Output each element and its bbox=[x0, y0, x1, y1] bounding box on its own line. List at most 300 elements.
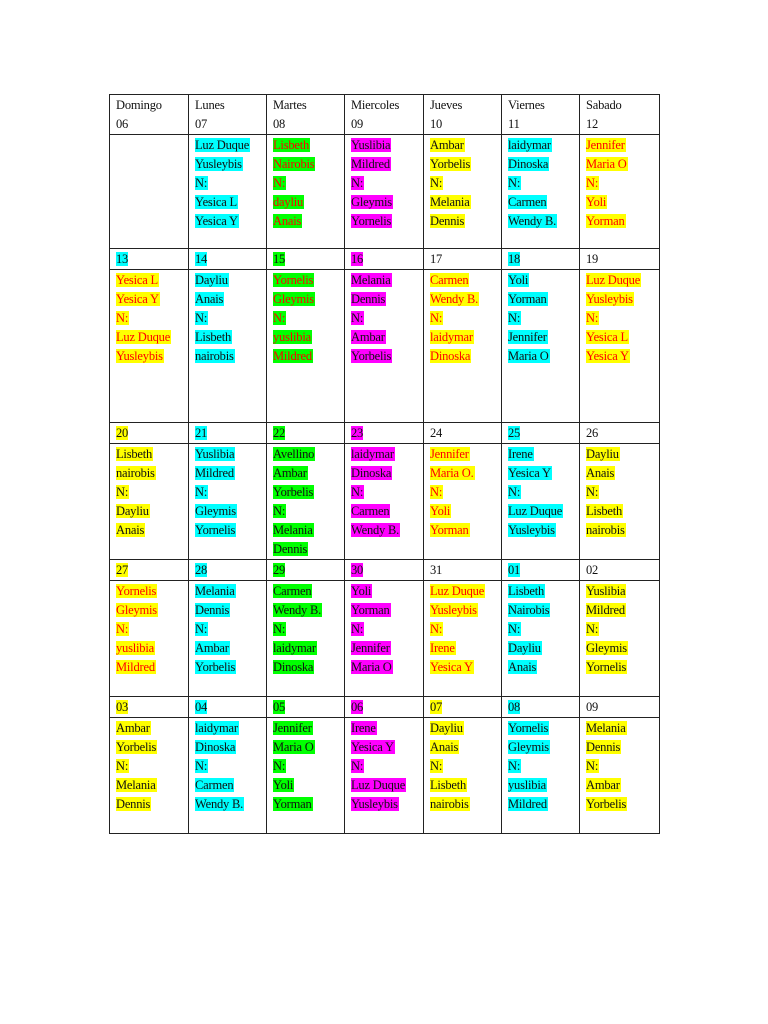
person-name: Anais bbox=[586, 466, 615, 480]
person-name: dayliu bbox=[273, 195, 304, 209]
assignment-line bbox=[586, 271, 659, 290]
person-name: Yuslibia bbox=[195, 447, 235, 461]
assignment-line bbox=[430, 795, 501, 814]
assignment-line bbox=[430, 658, 501, 677]
person-name: Yusleybis bbox=[116, 349, 163, 363]
assignment-line bbox=[430, 271, 501, 290]
date-number: 25 bbox=[508, 426, 521, 440]
assignment-line bbox=[351, 738, 423, 757]
person-name: Yesica L bbox=[195, 195, 237, 209]
date-number: 20 bbox=[116, 426, 129, 440]
assignment-line bbox=[430, 521, 501, 540]
person-name: Jennifer bbox=[508, 330, 547, 344]
assignment-line bbox=[273, 639, 344, 658]
person-name: N: bbox=[351, 311, 364, 325]
person-name: Yorbelis bbox=[351, 349, 392, 363]
person-name: Mildred bbox=[195, 466, 234, 480]
person-name: Yuslibia bbox=[586, 584, 626, 598]
week-names-row bbox=[110, 135, 660, 249]
assignment-line bbox=[586, 174, 659, 193]
assignment-line bbox=[195, 464, 266, 483]
date-number: 29 bbox=[273, 563, 286, 577]
person-name: Yorman bbox=[586, 214, 625, 228]
assignment-line bbox=[273, 795, 344, 814]
assignment-cell bbox=[424, 718, 502, 834]
assignment-line bbox=[508, 521, 579, 540]
assignment-line bbox=[116, 328, 188, 347]
date-cell bbox=[267, 560, 345, 581]
person-name: yuslibia bbox=[273, 330, 311, 344]
person-name: Mildred bbox=[116, 660, 155, 674]
assignment-line bbox=[351, 502, 423, 521]
person-name: Avellino bbox=[273, 447, 315, 461]
week-names-row bbox=[110, 270, 660, 423]
person-name: Lisbeth bbox=[430, 778, 467, 792]
person-name: Ambar bbox=[273, 466, 307, 480]
person-name: Dayliu bbox=[430, 721, 463, 735]
date-cell bbox=[345, 249, 424, 270]
person-name: Yornelis bbox=[586, 660, 627, 674]
assignment-line bbox=[116, 309, 188, 328]
date-number: 08 bbox=[508, 700, 521, 714]
person-name: Dayliu bbox=[195, 273, 228, 287]
person-name: Gleymis bbox=[508, 740, 549, 754]
assignment-line bbox=[430, 757, 501, 776]
assignment-cell bbox=[424, 444, 502, 560]
date-cell bbox=[424, 697, 502, 718]
person-name: Jennifer bbox=[351, 641, 390, 655]
assignment-line bbox=[586, 719, 659, 738]
person-name: nairobis bbox=[430, 797, 469, 811]
assignment-cell bbox=[267, 718, 345, 834]
person-name: Gleymis bbox=[273, 292, 314, 306]
assignment-line bbox=[195, 445, 266, 464]
person-name: Dennis bbox=[195, 603, 230, 617]
assignment-cell bbox=[345, 270, 424, 423]
person-name: Wendy B. bbox=[351, 523, 400, 537]
assignment-line bbox=[273, 193, 344, 212]
person-name: Irene bbox=[351, 721, 376, 735]
person-name: Carmen bbox=[508, 195, 547, 209]
person-name: Dayliu bbox=[116, 504, 149, 518]
assignment-line bbox=[195, 328, 266, 347]
assignment-cell bbox=[110, 270, 189, 423]
person-name: laidymar bbox=[351, 447, 394, 461]
person-name: N: bbox=[508, 485, 521, 499]
assignment-line bbox=[195, 521, 266, 540]
assignment-cell bbox=[110, 444, 189, 560]
assignment-line bbox=[195, 347, 266, 366]
person-name: Luz Duque bbox=[351, 778, 406, 792]
week-names-row bbox=[110, 581, 660, 697]
assignment-line bbox=[116, 795, 188, 814]
assignment-cell bbox=[345, 581, 424, 697]
assignment-line bbox=[586, 639, 659, 658]
assignment-line bbox=[195, 271, 266, 290]
assignment-line bbox=[116, 719, 188, 738]
date-cell bbox=[189, 697, 267, 718]
assignment-line bbox=[430, 582, 501, 601]
date-cell bbox=[267, 249, 345, 270]
assignment-line bbox=[195, 639, 266, 658]
date-cell bbox=[345, 697, 424, 718]
assignment-line bbox=[430, 347, 501, 366]
assignment-line bbox=[430, 601, 501, 620]
person-name: laidymar bbox=[508, 138, 551, 152]
assignment-line bbox=[351, 658, 423, 677]
date-cell bbox=[502, 423, 580, 444]
assignment-line bbox=[195, 738, 266, 757]
person-name: Gleymis bbox=[116, 603, 157, 617]
assignment-line bbox=[273, 483, 344, 502]
date-cell bbox=[267, 697, 345, 718]
week-names-row bbox=[110, 444, 660, 560]
assignment-line bbox=[195, 502, 266, 521]
date-cell bbox=[580, 560, 660, 581]
date-number: 15 bbox=[273, 252, 286, 266]
assignment-line bbox=[116, 521, 188, 540]
date-number: 27 bbox=[116, 563, 129, 577]
assignment-line bbox=[116, 483, 188, 502]
person-name: N: bbox=[430, 311, 443, 325]
person-name: Wendy B. bbox=[273, 603, 322, 617]
person-name: Anais bbox=[195, 292, 224, 306]
assignment-line bbox=[586, 582, 659, 601]
assignment-cell bbox=[189, 581, 267, 697]
person-name: Yusleybis bbox=[430, 603, 477, 617]
assignment-line bbox=[430, 483, 501, 502]
assignment-line bbox=[195, 658, 266, 677]
person-name: N: bbox=[508, 759, 521, 773]
person-name: Yesica Y bbox=[508, 466, 551, 480]
date-number: 17 bbox=[430, 252, 443, 266]
date-cell bbox=[267, 423, 345, 444]
person-name: Melania bbox=[351, 273, 391, 287]
person-name: Gleymis bbox=[586, 641, 627, 655]
person-name: Luz Duque bbox=[116, 330, 171, 344]
person-name: Dennis bbox=[430, 214, 465, 228]
assignment-cell bbox=[189, 718, 267, 834]
assignment-cell bbox=[502, 444, 580, 560]
person-name: Wendy B. bbox=[195, 797, 244, 811]
person-name: Yorman bbox=[508, 292, 547, 306]
assignment-line bbox=[508, 502, 579, 521]
person-name: Dayliu bbox=[508, 641, 541, 655]
person-name: Wendy B. bbox=[430, 292, 479, 306]
person-name: Yorman bbox=[351, 603, 390, 617]
person-name: N: bbox=[586, 485, 599, 499]
date-number: 07 bbox=[430, 700, 443, 714]
person-name: Dennis bbox=[586, 740, 621, 754]
assignment-line bbox=[273, 719, 344, 738]
person-name: N: bbox=[195, 759, 208, 773]
assignment-line bbox=[430, 309, 501, 328]
person-name: Nairobis bbox=[508, 603, 550, 617]
person-name: Anais bbox=[508, 660, 537, 674]
person-name: N: bbox=[116, 622, 129, 636]
date-cell bbox=[110, 560, 189, 581]
date-cell bbox=[110, 423, 189, 444]
date-cell bbox=[189, 560, 267, 581]
assignment-cell bbox=[502, 270, 580, 423]
assignment-line bbox=[351, 136, 423, 155]
assignment-cell bbox=[267, 270, 345, 423]
assignment-cell bbox=[502, 718, 580, 834]
assignment-line bbox=[508, 290, 579, 309]
assignment-line bbox=[351, 155, 423, 174]
date-cell bbox=[110, 697, 189, 718]
assignment-cell bbox=[424, 135, 502, 249]
header-cell-tuesday bbox=[267, 95, 345, 135]
person-name: Yoli bbox=[351, 584, 372, 598]
assignment-line bbox=[508, 483, 579, 502]
person-name: yuslibia bbox=[116, 641, 154, 655]
schedule-calendar-table bbox=[109, 94, 660, 834]
date-label: 11 bbox=[508, 117, 520, 131]
assignment-cell bbox=[267, 581, 345, 697]
date-cell bbox=[110, 249, 189, 270]
assignment-line bbox=[508, 620, 579, 639]
assignment-line bbox=[195, 719, 266, 738]
person-name: Dennis bbox=[116, 797, 151, 811]
assignment-line bbox=[351, 620, 423, 639]
date-cell bbox=[424, 249, 502, 270]
assignment-line bbox=[273, 658, 344, 677]
assignment-line bbox=[273, 271, 344, 290]
person-name: laidymar bbox=[273, 641, 316, 655]
person-name: Lisbeth bbox=[508, 584, 545, 598]
assignment-line bbox=[508, 738, 579, 757]
assignment-line bbox=[116, 620, 188, 639]
assignment-line bbox=[273, 174, 344, 193]
date-number: 30 bbox=[351, 563, 364, 577]
person-name: Dinoska bbox=[508, 157, 549, 171]
date-number: 14 bbox=[195, 252, 208, 266]
person-name: Yorman bbox=[273, 797, 312, 811]
date-label: 07 bbox=[195, 117, 208, 131]
assignment-line bbox=[351, 483, 423, 502]
person-name: Melania bbox=[195, 584, 235, 598]
person-name: N: bbox=[430, 176, 443, 190]
date-label: 09 bbox=[351, 117, 364, 131]
date-number: 24 bbox=[430, 426, 443, 440]
assignment-line bbox=[195, 776, 266, 795]
person-name: N: bbox=[273, 176, 286, 190]
assignment-line bbox=[586, 776, 659, 795]
assignment-cell bbox=[110, 581, 189, 697]
person-name: Carmen bbox=[351, 504, 390, 518]
person-name: Yorbelis bbox=[430, 157, 471, 171]
person-name: Lisbeth bbox=[273, 138, 310, 152]
assignment-line bbox=[273, 136, 344, 155]
person-name: N: bbox=[351, 485, 364, 499]
assignment-line bbox=[273, 601, 344, 620]
assignment-line bbox=[195, 757, 266, 776]
assignment-line bbox=[273, 620, 344, 639]
header-cell-friday bbox=[502, 95, 580, 135]
person-name: Mildred bbox=[508, 797, 547, 811]
assignment-line bbox=[508, 445, 579, 464]
date-cell bbox=[345, 423, 424, 444]
person-name: N: bbox=[273, 759, 286, 773]
week-date-row bbox=[110, 697, 660, 718]
assignment-line bbox=[430, 445, 501, 464]
weekday-header-row bbox=[110, 95, 660, 135]
person-name: Jennifer bbox=[430, 447, 469, 461]
assignment-cell bbox=[502, 135, 580, 249]
person-name: N: bbox=[508, 311, 521, 325]
person-name: Mildred bbox=[586, 603, 625, 617]
assignment-line bbox=[195, 290, 266, 309]
assignment-line bbox=[273, 347, 344, 366]
week-date-row bbox=[110, 423, 660, 444]
assignment-line bbox=[195, 174, 266, 193]
person-name: Jennifer bbox=[586, 138, 625, 152]
assignment-line bbox=[508, 582, 579, 601]
person-name: N: bbox=[273, 504, 286, 518]
assignment-line bbox=[195, 309, 266, 328]
assignment-line bbox=[586, 620, 659, 639]
assignment-line bbox=[351, 601, 423, 620]
person-name: Melania bbox=[116, 778, 156, 792]
person-name: yuslibia bbox=[508, 778, 546, 792]
person-name: Yorbelis bbox=[116, 740, 157, 754]
assignment-line bbox=[351, 271, 423, 290]
person-name: Yesica Y bbox=[116, 292, 159, 306]
assignment-line bbox=[586, 738, 659, 757]
person-name: Melania bbox=[430, 195, 470, 209]
assignment-line bbox=[273, 582, 344, 601]
person-name: Dennis bbox=[351, 292, 386, 306]
weekday-label: Miercoles bbox=[351, 98, 400, 112]
assignment-line bbox=[351, 639, 423, 658]
assignment-line bbox=[508, 757, 579, 776]
assignment-line bbox=[351, 309, 423, 328]
assignment-cell bbox=[189, 270, 267, 423]
assignment-line bbox=[508, 174, 579, 193]
person-name: Maria O bbox=[508, 349, 549, 363]
week-date-row bbox=[110, 249, 660, 270]
date-number: 02 bbox=[586, 563, 599, 577]
person-name: N: bbox=[586, 759, 599, 773]
assignment-line bbox=[351, 464, 423, 483]
assignment-cell bbox=[580, 444, 660, 560]
date-number: 19 bbox=[586, 252, 599, 266]
assignment-line bbox=[586, 347, 659, 366]
date-number: 06 bbox=[351, 700, 364, 714]
person-name: N: bbox=[586, 311, 599, 325]
person-name: laidymar bbox=[195, 721, 238, 735]
person-name: N: bbox=[430, 485, 443, 499]
assignment-line bbox=[116, 445, 188, 464]
person-name: Maria O. bbox=[430, 466, 474, 480]
person-name: Ambar bbox=[195, 641, 229, 655]
header-cell-monday bbox=[189, 95, 267, 135]
assignment-line bbox=[586, 328, 659, 347]
assignment-cell bbox=[580, 581, 660, 697]
assignment-line bbox=[273, 738, 344, 757]
date-number: 13 bbox=[116, 252, 129, 266]
assignment-line bbox=[586, 212, 659, 231]
assignment-line bbox=[586, 290, 659, 309]
person-name: Luz Duque bbox=[430, 584, 485, 598]
assignment-line bbox=[195, 212, 266, 231]
person-name: Mildred bbox=[273, 349, 312, 363]
assignment-line bbox=[586, 136, 659, 155]
date-number: 22 bbox=[273, 426, 286, 440]
assignment-cell bbox=[424, 270, 502, 423]
date-cell bbox=[502, 249, 580, 270]
assignment-line bbox=[116, 738, 188, 757]
assignment-line bbox=[430, 719, 501, 738]
assignment-line bbox=[508, 464, 579, 483]
person-name: Dinoska bbox=[195, 740, 236, 754]
assignment-line bbox=[273, 328, 344, 347]
assignment-line bbox=[430, 136, 501, 155]
person-name: Lisbeth bbox=[195, 330, 232, 344]
date-cell bbox=[502, 697, 580, 718]
person-name: Yornelis bbox=[351, 214, 392, 228]
person-name: Luz Duque bbox=[586, 273, 641, 287]
assignment-line bbox=[586, 521, 659, 540]
assignment-line bbox=[430, 290, 501, 309]
assignment-line bbox=[430, 328, 501, 347]
person-name: N: bbox=[273, 622, 286, 636]
person-name: Yorbelis bbox=[586, 797, 627, 811]
assignment-line bbox=[116, 658, 188, 677]
assignment-line bbox=[351, 582, 423, 601]
assignment-cell bbox=[110, 135, 189, 249]
person-name: Yorbelis bbox=[273, 485, 314, 499]
person-name: N: bbox=[195, 485, 208, 499]
assignment-cell bbox=[580, 135, 660, 249]
person-name: Ambar bbox=[351, 330, 385, 344]
date-cell bbox=[580, 423, 660, 444]
person-name: Gleymis bbox=[351, 195, 392, 209]
person-name: Anais bbox=[273, 214, 302, 228]
header-cell-saturday bbox=[580, 95, 660, 135]
assignment-cell bbox=[345, 135, 424, 249]
person-name: Yesica Y bbox=[195, 214, 238, 228]
assignment-line bbox=[116, 290, 188, 309]
assignment-line bbox=[273, 502, 344, 521]
person-name: Yornelis bbox=[116, 584, 157, 598]
assignment-cell bbox=[189, 135, 267, 249]
person-name: Yornelis bbox=[273, 273, 314, 287]
assignment-line bbox=[430, 639, 501, 658]
assignment-cell bbox=[110, 718, 189, 834]
person-name: Melania bbox=[586, 721, 626, 735]
person-name: N: bbox=[195, 311, 208, 325]
assignment-line bbox=[430, 776, 501, 795]
assignment-cell bbox=[267, 135, 345, 249]
date-number: 18 bbox=[508, 252, 521, 266]
date-cell bbox=[424, 423, 502, 444]
assignment-line bbox=[195, 582, 266, 601]
person-name: Carmen bbox=[273, 584, 312, 598]
person-name: Yoli bbox=[508, 273, 529, 287]
assignment-line bbox=[195, 193, 266, 212]
assignment-line bbox=[508, 601, 579, 620]
assignment-line bbox=[195, 483, 266, 502]
date-cell bbox=[424, 560, 502, 581]
assignment-line bbox=[351, 521, 423, 540]
assignment-line bbox=[195, 155, 266, 174]
assignment-cell bbox=[580, 270, 660, 423]
assignment-line bbox=[195, 136, 266, 155]
person-name: Yorman bbox=[430, 523, 469, 537]
date-label: 06 bbox=[116, 117, 129, 131]
